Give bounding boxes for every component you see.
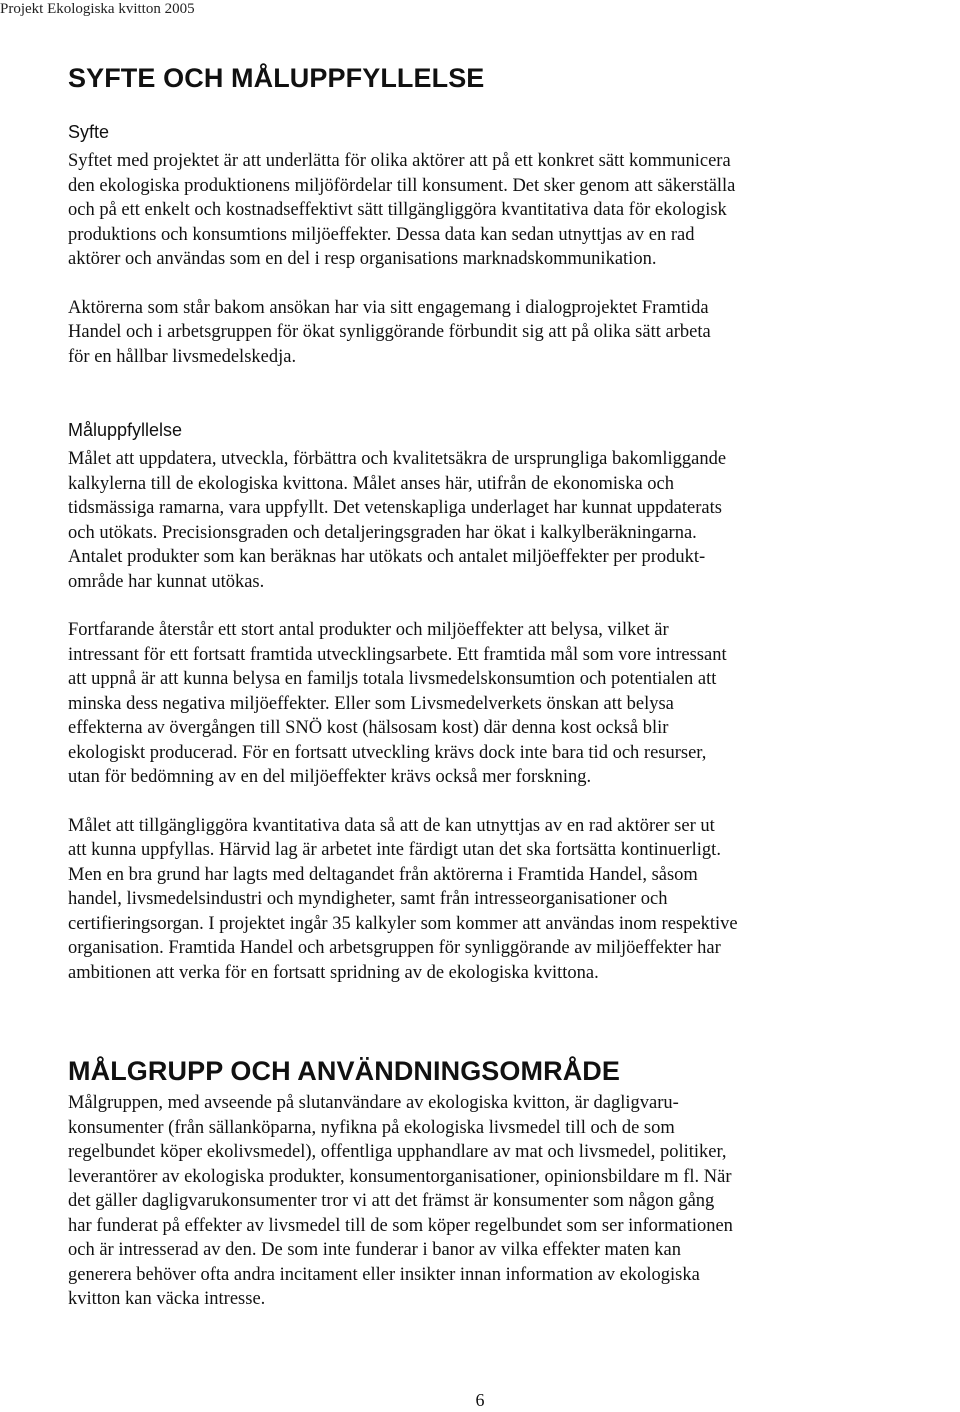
running-header: Projekt Ekologiska kvitton 2005 bbox=[0, 1, 195, 17]
subheading-maluppfyllelse: Måluppfyllelse bbox=[68, 420, 183, 440]
page-content bbox=[68, 62, 956, 1312]
paragraph-maluppfyllelse-1: Målet att uppdatera, utveckla, förbättra och kvalitetsäkra de ursprungliga bakomliggande kalkylerna till de ekologiska kvittona. Målet anses här, utifrån de ekonomiska och tidsmässiga ramarna, vara uppfyllt. Det vetenskapliga underlaget har kunnat uppdaterats och utökats. Precisionsgraden och detaljeringsgraden har ökat i kalkylberäkningarna. Antalet produkter som kan beräknas har utökats och antalet miljöeffekter per produkt- område har kunnat utökas. bbox=[68, 449, 727, 592]
page-number: 6 bbox=[475, 1390, 485, 1410]
paragraph-malgrupp-1: Målgruppen, med avseende på slutanvändare av ekologiska kvitton, är dagligvaru- konsumenter (från sällanköparna, nyfikna på ekologiska livsmedel till och de som regelbundet köper ekolivsmedel), offentliga upphandlare av mat och livsmedel, politiker, leverantörer av ekologiska produkter, konsumentorganisationer, opinionsbildare m fl. När det gäller dagligvarukonsumenter tror vi att det främst är konsumenter som någon gång har funderat på effekter av livsmedel till de som köper regelbundet som ser informationen och är intresserad av den. De som inte funderar i banor av vilka effekter maten kan generera behöver ofta andra incitament eller insikter innan information av ekologiska kvitton kan väcka intresse. bbox=[68, 1093, 733, 1309]
paragraph-maluppfyllelse-2: Fortfarande återstår ett stort antal produkter och miljöeffekter att belysa, vilket är intressant för ett fortsatt framtida utvecklingsarbete. Ett framtida mål som vore intressant att uppnå är att kunna belysa en familjs totala livsmedelskonsumtion och potentialen att minska dess negativa miljöeffekter. Eller som Livsmedelverkets önskan att belysa effekterna av övergången till SNÖ kost (hälsosam kost) där denna kost också blir ekologiskt producerad. För en fortsatt utveckling krävs dock inte bara tid och resurser, utan för bedömning av en del miljöeffekter krävs också mer forskning. bbox=[68, 620, 727, 787]
paragraph-maluppfyllelse-3: Målet att tillgängliggöra kvantitativa data så att de kan utnyttjas av en rad aktörer ser ut att kunna uppfyllas. Härvid lag är arbetet inte färdigt utan det ska fortsätta kontinuerligt. Men en bra grund har lagts med deltagandet från aktörerna i Framtida Handel, såsom handel, livsmedelsindustri och myndigheter, samt från intresseorganisationer och certifieringsorgan. I projektet ingår 35 kalkyler som kommer att användas inom respektive organisation. Framtida Handel och arbetsgruppen för synliggörande av miljöeffekter har ambitionen att verka för en fortsatt spridning av de ekologiska kvittona. bbox=[68, 815, 738, 983]
section-title-malgrupp: MÅLGRUPP OCH ANVÄNDNINGSOMRÅDE bbox=[68, 1056, 621, 1086]
paragraph-syfte-2: Aktörerna som står bakom ansökan har via sitt engagemang i dialogprojektet Framtida Handel och i arbetsgruppen för ökat synliggörande förbundit sig att på olika sätt arbeta för en hållbar livsmedelskedja. bbox=[68, 297, 711, 367]
section-title-syfte-och-maluppfyllelse: SYFTE OCH MÅLUPPFYLLELSE bbox=[68, 63, 485, 93]
paragraph-syfte-1: Syftet med projektet är att underlätta för olika aktörer att på ett konkret sätt kommunicera den ekologiska produktionens miljöfördelar till konsument. Det sker genom att säkerställa och på ett enkelt och kostnadseffektivt sätt tillgängliggöra kvantitativa data för ekologisk produktions och konsumtions miljöeffekter. Dessa data kan sedan utnyttjas av en rad aktörer och användas som en del i resp organisations marknadskommunikation. bbox=[68, 151, 736, 269]
subheading-syfte: Syfte bbox=[68, 122, 110, 142]
